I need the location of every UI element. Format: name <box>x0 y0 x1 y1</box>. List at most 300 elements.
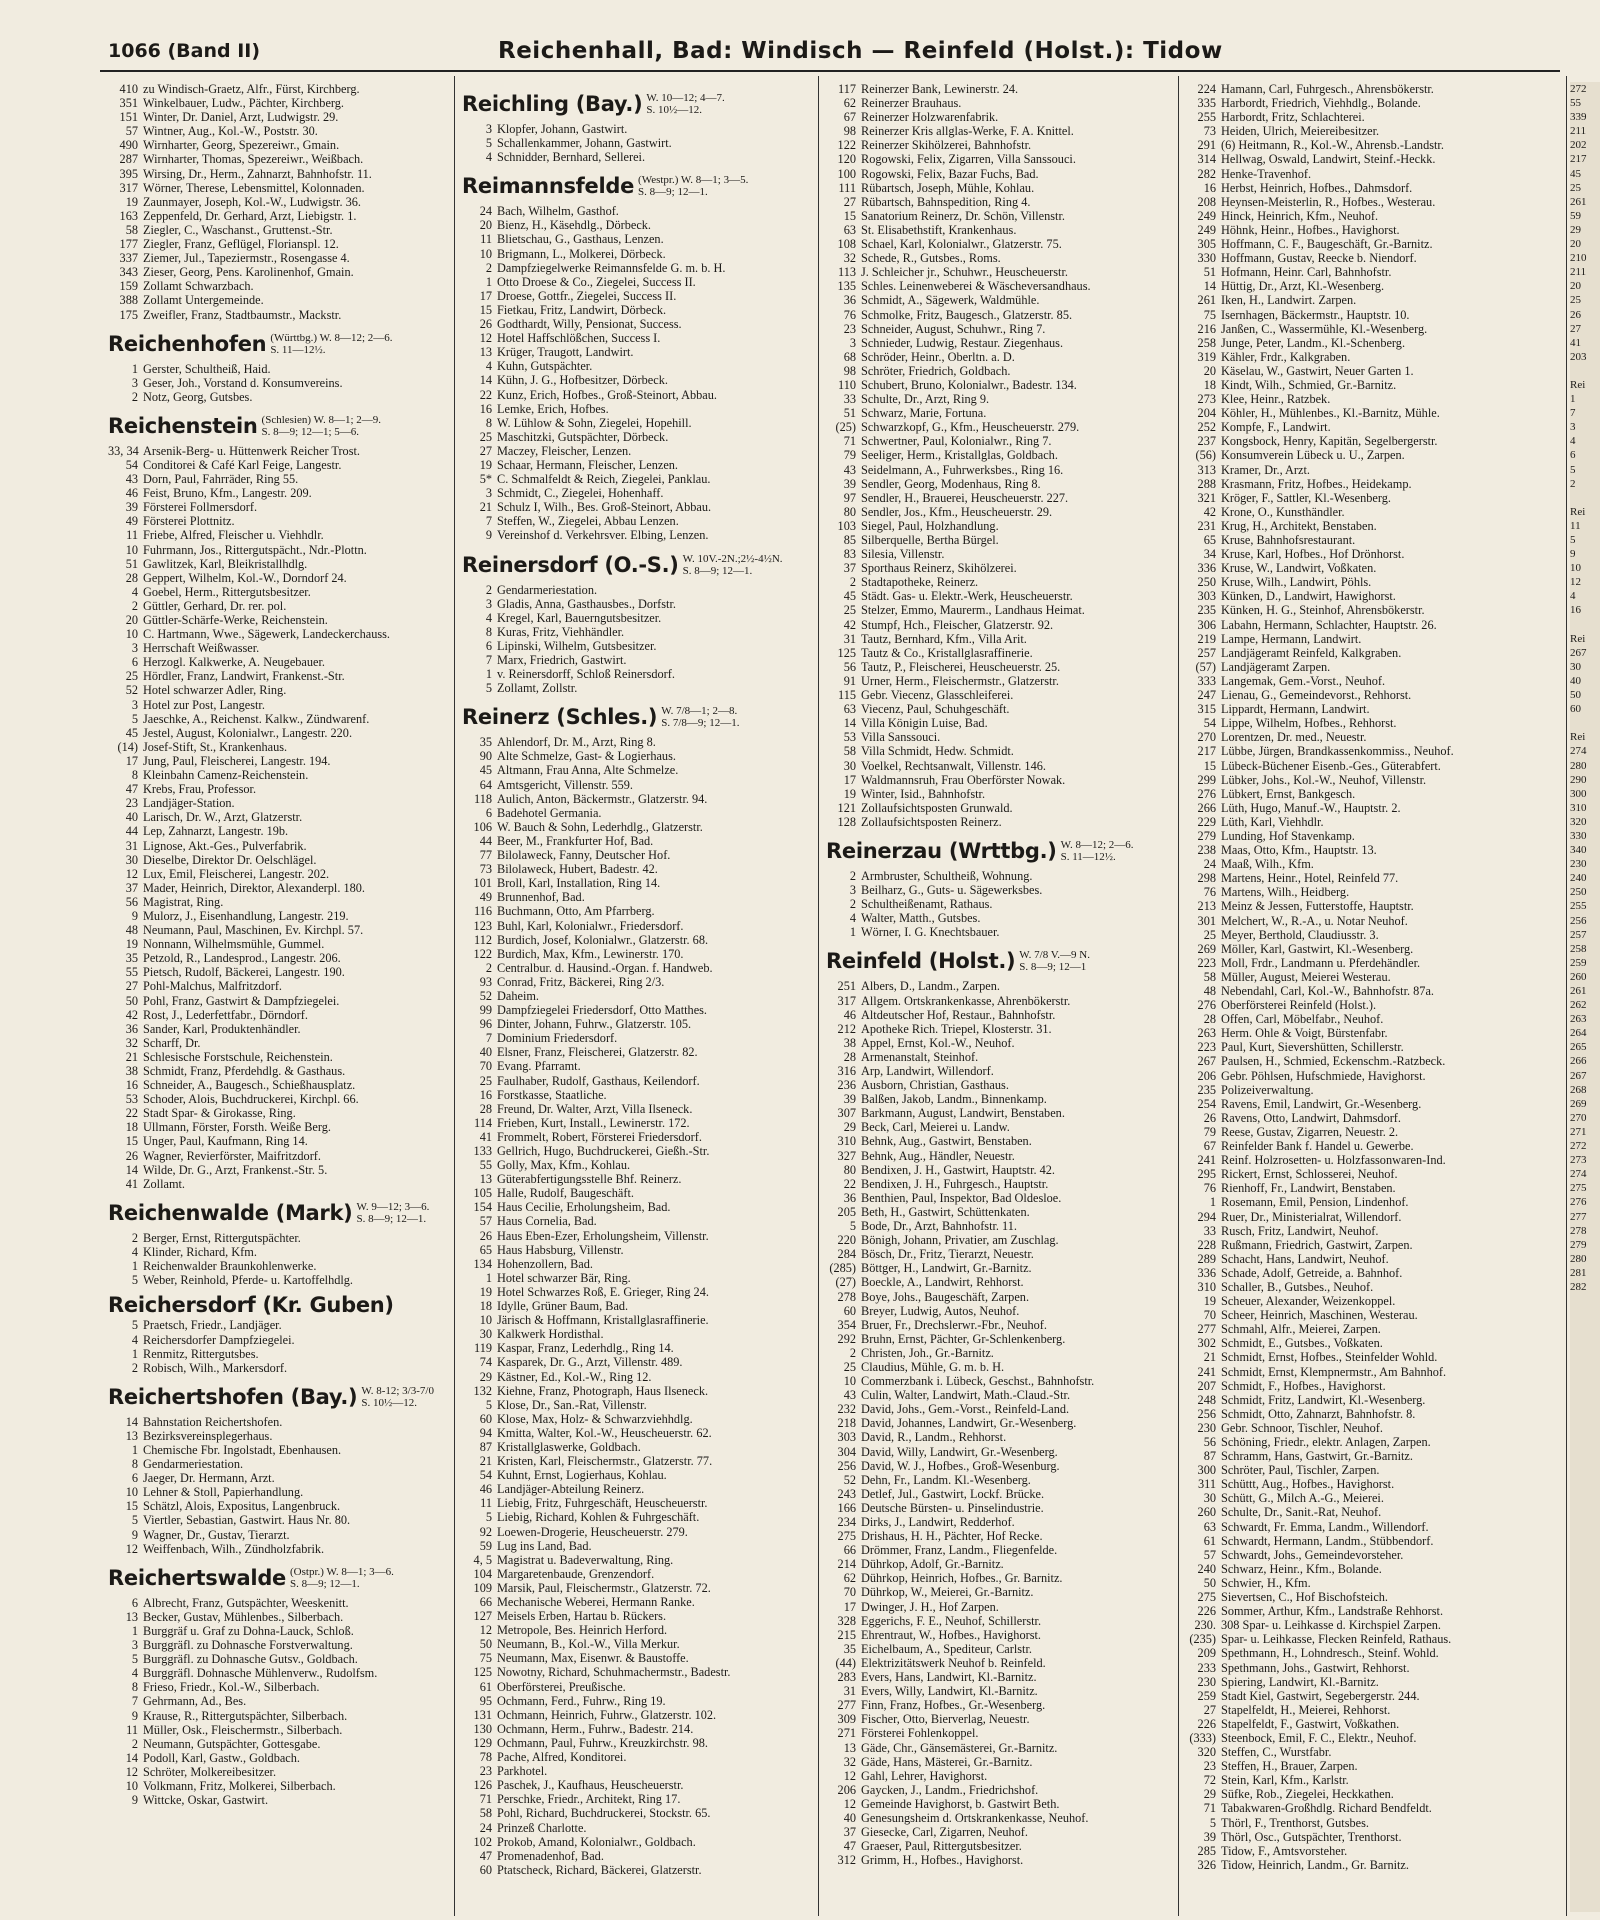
directory-entry <box>826 1642 1162 1656</box>
entry-text: Petzold, R., Landesprod., Langestr. 206. <box>143 951 341 966</box>
phone-number: 116 <box>474 904 492 919</box>
entry-text: Hotel zur Post, Langestr. <box>143 697 265 712</box>
directory-entry <box>462 1384 798 1398</box>
directory-entry <box>826 787 1162 801</box>
directory-entry <box>462 402 798 416</box>
edge-fragment: 211 <box>1570 266 1587 279</box>
entry-text: Kramer, Dr., Arzt. <box>1221 462 1310 477</box>
entry-text: Isernhagen, Bäckermstr., Hauptstr. 10. <box>1221 307 1410 322</box>
entry-text: Neumann, Gutspächter, Gottesgabe. <box>143 1736 321 1751</box>
directory-entry <box>462 1327 798 1341</box>
entry-text: Spiering, Landwirt, Kl.-Barnitz. <box>1221 1674 1379 1689</box>
directory-entry <box>462 1003 798 1017</box>
section-name: Reichenwalde (Mark) <box>108 1200 353 1225</box>
entry-text: W. Lühlow & Sohn, Ziegelei, Hopehill. <box>497 415 692 430</box>
directory-entry <box>462 1243 798 1257</box>
entry-text: Lampe, Hermann, Landwirt. <box>1221 631 1362 646</box>
entry-text: Ochmann, Paul, Fuhrw., Kreuzkirchstr. 98. <box>497 1735 708 1750</box>
entry-text: Rickert, Ernst, Schlosserei, Neuhof. <box>1221 1167 1398 1182</box>
entry-text: Herbst, Heinrich, Hofbes., Dahmsdorf. <box>1221 180 1413 195</box>
phone-number: 28 <box>479 1101 492 1116</box>
phone-number: 23 <box>843 321 856 336</box>
directory-entry <box>108 1471 444 1485</box>
entry-text: Scheer, Heinrich, Maschinen, Westerau. <box>1221 1308 1418 1323</box>
directory-entry <box>462 1510 798 1524</box>
phone-number: 79 <box>843 448 856 463</box>
entry-text: Wirsing, Dr., Herm., Zahnarzt, Bahnhofstr. 11. <box>143 166 372 181</box>
directory-entry <box>462 1299 798 1313</box>
directory-entry <box>826 1261 1162 1275</box>
phone-number: 3 <box>485 486 492 501</box>
directory-entry <box>462 890 798 904</box>
entry-text: Schwertner, Paul, Kolonialwr., Ring 7. <box>861 434 1052 449</box>
phone-number: 53 <box>843 730 856 745</box>
edge-fragment: 279 <box>1570 1238 1587 1251</box>
edge-fragment: 275 <box>1570 1182 1587 1195</box>
entry-text: Ochmann, Herm., Fuhrw., Badestr. 214. <box>497 1721 694 1736</box>
edge-fragment: 257 <box>1570 928 1587 941</box>
phone-number: 5 <box>131 1513 138 1528</box>
directory-entry <box>1186 265 1562 279</box>
directory-entry <box>1186 82 1562 96</box>
directory-entry <box>108 1022 444 1036</box>
phone-number: 50 <box>479 1637 492 1652</box>
entry-text: Lehner & Stoll, Papierhandlung. <box>143 1485 304 1500</box>
directory-entry <box>108 543 444 557</box>
entry-text: Schwardt, Hermann, Landm., Stübbendorf. <box>1221 1533 1434 1548</box>
entry-text: Behnk, Aug., Gastwirt, Benstaben. <box>861 1134 1032 1149</box>
directory-entry <box>826 124 1162 138</box>
entry-text: Commerzbank i. Lübeck, Geschst., Bahnhofstr. <box>861 1374 1095 1389</box>
section-name: Reichersdorf (Kr. Guben) <box>108 1293 394 1318</box>
entry-text: Burggräf u. Graf zu Dohna-Lauck, Schloß. <box>143 1623 354 1638</box>
phone-number: 317 <box>837 993 856 1008</box>
phone-number: 275 <box>837 1529 856 1544</box>
entry-text: Künken, H. G., Steinhof, Ahrensbökerstr. <box>1221 603 1425 618</box>
entry-text: Geppert, Wilhelm, Kol.-W., Dorndorf 24. <box>143 570 347 585</box>
directory-entry <box>462 919 798 933</box>
phone-number: 22 <box>479 387 492 402</box>
directory-entry <box>1186 547 1562 561</box>
directory-entry <box>108 796 444 810</box>
phone-number: 54 <box>1203 716 1216 731</box>
entry-text: Lipinski, Wilhelm, Gutsbesitzer. <box>497 638 657 653</box>
edge-fragment: 9 <box>1570 548 1576 561</box>
directory-entry <box>826 1022 1162 1036</box>
entry-text: Kröger, F., Sattler, Kl.-Wesenberg. <box>1221 490 1391 505</box>
edge-fragment: 250 <box>1570 886 1587 899</box>
phone-number: 303 <box>837 1430 856 1445</box>
edge-fragment: 276 <box>1570 1196 1587 1209</box>
entry-text: Godthardt, Willy, Pensionat, Success. <box>497 317 682 332</box>
phone-number: 5 <box>1209 1815 1216 1830</box>
entry-text: Breyer, Ludwig, Autos, Neuhof. <box>861 1303 1020 1318</box>
phone-number: 2 <box>131 1230 138 1245</box>
phone-number: 111 <box>838 180 856 195</box>
entry-text: Kruse, Wilh., Landwirt, Pöhls. <box>1221 575 1372 590</box>
directory-entry <box>108 909 444 923</box>
phone-number: 72 <box>1203 1773 1216 1788</box>
entry-text: Dieselbe, Direktor Dr. Oelschlägel. <box>143 852 317 867</box>
phone-number: 92 <box>479 1524 492 1539</box>
entry-text: Schütt, G., Milch A.-G., Meierei. <box>1221 1491 1384 1506</box>
directory-entry <box>1186 167 1562 181</box>
directory-entry <box>108 265 444 279</box>
directory-entry <box>462 1539 798 1553</box>
phone-number: 25 <box>479 429 492 444</box>
section-heading <box>108 414 444 438</box>
entry-text: Barkmann, August, Landwirt, Benstaben. <box>861 1106 1065 1121</box>
phone-number: 47 <box>479 1848 492 1863</box>
entry-text: Bruhn, Ernst, Pächter, Gr-Schlenkenberg. <box>861 1331 1066 1346</box>
phone-number: 327 <box>837 1148 856 1163</box>
phone-number: 24 <box>479 1820 492 1835</box>
entry-text: Becker, Gustav, Mühlenbes., Silberbach. <box>143 1609 344 1624</box>
phone-number: 18 <box>479 1299 492 1314</box>
entry-text: Apotheke Rich. Triepel, Klosterstr. 31. <box>861 1021 1052 1036</box>
entry-text: Gäde, Chr., Gänsemästerei, Gr.-Barnitz. <box>861 1740 1058 1755</box>
entry-text: Schneider, August, Schuhwr., Ring 7. <box>861 321 1046 336</box>
entry-text: Sendler, Jos., Kfm., Heuscheuerstr. 29. <box>861 504 1053 519</box>
entry-text: Steffen, W., Ziegelei, Abbau Lenzen. <box>497 514 679 529</box>
edge-fragment: 266 <box>1570 1055 1587 1068</box>
entry-text: David, Willy, Landwirt, Gr.-Wesenberg. <box>861 1444 1058 1459</box>
entry-text: Blietschau, G., Gasthaus, Lenzen. <box>497 232 664 247</box>
phone-number: 14 <box>843 716 856 731</box>
directory-entry <box>462 1229 798 1243</box>
entry-text: Evers, Hans, Landwirt, Kl.-Barnitz. <box>861 1670 1037 1685</box>
directory-entry <box>826 1304 1162 1318</box>
directory-entry <box>108 712 444 726</box>
entry-text: Rienhoff, Fr., Landwirt, Benstaben. <box>1221 1181 1396 1196</box>
directory-entry <box>826 1571 1162 1585</box>
directory-entry <box>826 1430 1162 1444</box>
edge-fragment: 20 <box>1570 238 1581 251</box>
entry-text: Evers, Willy, Landwirt, Kl.-Barnitz. <box>861 1684 1038 1699</box>
directory-entry <box>1186 1449 1562 1463</box>
directory-entry <box>462 763 798 777</box>
entry-text: Krone, O., Kunsthändler. <box>1221 504 1345 519</box>
directory-entry <box>826 688 1162 702</box>
entry-text: Goebel, Herm., Rittergutsbesitzer. <box>143 584 311 599</box>
entry-text: Kaspar, Franz, Lederhdlg., Ring 14. <box>497 1341 674 1356</box>
entry-text: Haus Habsburg, Villenstr. <box>497 1242 624 1257</box>
phone-number: 6 <box>485 805 492 820</box>
phone-number: 270 <box>1197 730 1216 745</box>
entry-text: Sporthaus Reinerz, Skihölzerei. <box>861 561 1017 576</box>
directory-entry <box>108 376 444 390</box>
entry-text: Faulhaber, Rudolf, Gasthaus, Keilendorf. <box>497 1073 700 1088</box>
phone-number: 4 <box>849 911 856 926</box>
directory-entry <box>826 1008 1162 1022</box>
entry-text: Klee, Heinr., Ratzbek. <box>1221 392 1331 407</box>
phone-number: (333) <box>1189 1730 1216 1745</box>
entry-text: (6) Heitmann, R., Kol.-W., Ahrensb.-Landstr. <box>1221 138 1444 153</box>
section-heading <box>826 839 1162 863</box>
entry-text: Maaß, Wilh., Kfm. <box>1221 857 1314 872</box>
phone-number: 289 <box>1197 1251 1216 1266</box>
entry-text: Giesecke, Carl, Zigarren, Neuhof. <box>861 1825 1028 1840</box>
phone-number: 263 <box>1197 1026 1216 1041</box>
directory-entry <box>108 1737 444 1751</box>
phone-number: 5* <box>479 472 492 487</box>
directory-entry <box>462 1341 798 1355</box>
directory-entry <box>462 359 798 373</box>
entry-text: Schmidt, C., Ziegelei, Hohenhaff. <box>497 486 664 501</box>
directory-entry <box>826 801 1162 815</box>
directory-entry <box>462 1778 798 1792</box>
entry-text: Bendixen, J. H., Fuhrgesch., Hauptstr. <box>861 1176 1049 1191</box>
edge-fragment: 271 <box>1570 1125 1587 1138</box>
entry-text: Krebs, Frau, Professor. <box>143 782 257 797</box>
directory-entry <box>108 599 444 613</box>
directory-entry <box>1186 1308 1562 1322</box>
directory-entry <box>826 477 1162 491</box>
entry-text: Lignose, Akt.-Ges., Pulverfabrik. <box>143 838 307 853</box>
edge-fragment: 211 <box>1570 125 1587 138</box>
phone-number: 277 <box>837 1698 856 1713</box>
phone-number: 205 <box>837 1204 856 1219</box>
entry-text: Stelzer, Emmo, Maurerm., Landhaus Heimat. <box>861 603 1085 618</box>
phone-number: 73 <box>1203 124 1216 139</box>
directory-entry <box>108 754 444 768</box>
phone-number: 2 <box>849 575 856 590</box>
directory-entry <box>826 1825 1162 1839</box>
directory-entry <box>108 1120 444 1134</box>
directory-entry <box>108 1624 444 1638</box>
directory-entry <box>108 726 444 740</box>
entry-text: Konsumverein Lübeck u. U., Zarpen. <box>1221 448 1405 463</box>
phone-number: 71 <box>843 434 856 449</box>
directory-entry <box>1186 1322 1562 1336</box>
phone-number: 46 <box>125 486 138 501</box>
phone-number: 12 <box>125 1764 138 1779</box>
section-name: Reinerz (Schles.) <box>462 705 658 730</box>
entry-text: Beilharz, G., Guts- u. Sägewerksbes. <box>861 883 1043 898</box>
directory-entry <box>462 1623 798 1637</box>
entry-text: Schade, Adolf, Getreide, a. Bahnhof. <box>1221 1265 1403 1280</box>
entry-text: Nonnann, Wilhelmsmühle, Gummel. <box>143 937 325 952</box>
entry-text: Frieben, Kurt, Install., Lewinerstr. 172. <box>497 1115 690 1130</box>
phone-number: 120 <box>837 152 856 167</box>
entry-text: Ruer, Dr., Ministerialrat, Willendorf. <box>1221 1209 1402 1224</box>
entry-text: Jestel, August, Kolonialwr., Langestr. 220. <box>143 725 353 740</box>
edge-fragment: 3 <box>1570 421 1576 434</box>
directory-entry <box>826 533 1162 547</box>
directory-entry <box>826 1050 1162 1064</box>
phone-number: 42 <box>125 1007 138 1022</box>
entry-text: Winter, Isid., Bahnhofstr. <box>861 786 986 801</box>
entry-text: Bilolaweck, Hubert, Badestr. 42. <box>497 862 658 877</box>
directory-entry <box>462 1651 798 1665</box>
phone-number: 249 <box>1197 208 1216 223</box>
edge-fragment: 300 <box>1570 787 1587 800</box>
directory-entry <box>1186 448 1562 462</box>
directory-entry <box>462 1285 798 1299</box>
directory-entry <box>1186 928 1562 942</box>
phone-number: 38 <box>843 1035 856 1050</box>
directory-entry <box>108 641 444 655</box>
edge-fragment: 290 <box>1570 773 1587 786</box>
directory-entry <box>826 1726 1162 1740</box>
edge-fragment: 26 <box>1570 308 1581 321</box>
entry-text: Kästner, Ed., Kol.-W., Ring 12. <box>497 1369 652 1384</box>
entry-text: Ullmann, Förster, Forsth. Weiße Berg. <box>143 1120 331 1135</box>
edge-fragment: 29 <box>1570 223 1581 236</box>
entry-text: Magistrat, Ring. <box>143 894 224 909</box>
entry-text: Promenadenhof, Bad. <box>497 1848 604 1863</box>
directory-entry <box>108 1008 444 1022</box>
directory-entry <box>462 1355 798 1369</box>
phone-number: 76 <box>1203 1181 1216 1196</box>
directory-entry <box>108 1415 444 1429</box>
entry-text: Lübker, Johs., Kol.-W., Neuhof, Villenstr. <box>1221 772 1427 787</box>
edge-fragment: 20 <box>1570 280 1581 293</box>
phone-number: 21 <box>479 1454 492 1469</box>
entry-text: Schwardt, Johs., Gemeindevorsteher. <box>1221 1547 1404 1562</box>
directory-entry <box>1186 1830 1562 1844</box>
phone-number: 10 <box>479 246 492 261</box>
phone-number: 276 <box>1197 998 1216 1013</box>
phone-number: 109 <box>473 1580 492 1595</box>
section-heading <box>826 949 1162 973</box>
phone-number: 260 <box>1197 1505 1216 1520</box>
phone-number: 2 <box>849 897 856 912</box>
phone-number: 269 <box>1197 941 1216 956</box>
directory-entry <box>1186 1675 1562 1689</box>
phone-number: 233 <box>1197 1660 1216 1675</box>
phone-number: 256 <box>1197 1406 1216 1421</box>
directory-entry <box>462 486 798 500</box>
directory-entry <box>462 261 798 275</box>
phone-number: 66 <box>843 1543 856 1558</box>
entry-text: Volkmann, Fritz, Molkerei, Silberbach. <box>143 1778 336 1793</box>
entry-text: Schröter, Friedrich, Goldbach. <box>861 363 1011 378</box>
entry-text: Christen, Joh., Gr.-Barnitz. <box>861 1345 994 1360</box>
entry-text: Altmann, Frau Anna, Alte Schmelze. <box>497 763 679 778</box>
entry-text: C. Hartmann, Wwe., Sägewerk, Landeckerchauss. <box>143 627 390 642</box>
entry-text: Rußmann, Friedrich, Gastwirt, Zarpen. <box>1221 1237 1413 1252</box>
entry-text: Steenbock, Emil, F. C., Elektr., Neuhof. <box>1221 1730 1417 1745</box>
entry-text: Harbordt, Friedrich, Viehhdlg., Bolande. <box>1221 96 1421 111</box>
phone-number: 37 <box>843 561 856 576</box>
directory-entry <box>108 881 444 895</box>
entry-text: Magistrat u. Badeverwaltung, Ring. <box>497 1552 674 1567</box>
phone-number: 15 <box>125 1134 138 1149</box>
phone-number: 25 <box>843 603 856 618</box>
entry-text: Stadtapotheke, Reinerz. <box>861 575 979 590</box>
entry-text: Schallenkammer, Johann, Gastwirt. <box>497 136 672 151</box>
phone-number: 21 <box>1203 1350 1216 1365</box>
phone-number: 3 <box>849 883 856 898</box>
entry-text: Viecenz, Paul, Schuhgeschäft. <box>861 702 1010 717</box>
edge-fragment: 5 <box>1570 463 1576 476</box>
edge-fragment: 261 <box>1570 985 1587 997</box>
phone-number: 307 <box>837 1106 856 1121</box>
directory-entry <box>1186 632 1562 646</box>
edge-fragment: 25 <box>1570 294 1581 307</box>
phone-number: 333 <box>1197 673 1216 688</box>
entry-text: Ochmann, Heinrich, Fuhrw., Glatzerstr. 102. <box>497 1707 717 1722</box>
hours-sunday: S. 8—9; 12—1. <box>356 1212 427 1225</box>
entry-text: Behnk, Aug., Händler, Neuestr. <box>861 1148 1015 1163</box>
entry-text: Gebr. Schnoor, Tischler, Neuhof. <box>1221 1420 1383 1435</box>
phone-number: 295 <box>1197 1167 1216 1182</box>
directory-entry <box>108 1259 444 1273</box>
entry-text: Detlef, Jul., Gastwirt, Lockf. Brücke. <box>861 1486 1045 1501</box>
phone-number: 115 <box>838 688 856 703</box>
directory-entry <box>1186 1703 1562 1717</box>
phone-number: 219 <box>1197 631 1216 646</box>
directory-entry <box>1186 251 1562 265</box>
phone-number: 5 <box>131 1318 138 1333</box>
phone-number: 16 <box>1203 180 1216 195</box>
directory-entry <box>826 1811 1162 1825</box>
directory-entry <box>826 1628 1162 1642</box>
phone-number: 12 <box>125 866 138 881</box>
phone-number: 305 <box>1197 237 1216 252</box>
entry-text: Paulsen, H., Schmied, Eckenschm.-Ratzbeck. <box>1221 1054 1446 1069</box>
entry-text: Schwier, H., Kfm. <box>1221 1575 1311 1590</box>
directory-entry <box>462 1468 798 1482</box>
phone-number: 252 <box>1197 420 1216 435</box>
directory-entry <box>826 773 1162 787</box>
phone-number: 15 <box>479 302 492 317</box>
entry-text: Stumpf, Hch., Fleischer, Glatzerstr. 92. <box>861 617 1054 632</box>
phone-number: 229 <box>1197 814 1216 829</box>
directory-entry <box>462 904 798 918</box>
entry-text: Oberförsterei Reinfeld (Holst.). <box>1221 998 1377 1013</box>
edge-fragment: 25 <box>1570 181 1581 194</box>
phone-number: 248 <box>1197 1392 1216 1407</box>
entry-text: Jaeger, Dr. Hermann, Arzt. <box>143 1471 275 1486</box>
phone-number: 31 <box>843 631 856 646</box>
directory-entry <box>108 1666 444 1680</box>
directory-entry <box>1186 237 1562 251</box>
phone-number: 10 <box>479 1313 492 1328</box>
phone-number: 223 <box>1197 1040 1216 1055</box>
directory-entry <box>1186 279 1562 293</box>
directory-entry <box>1186 716 1562 730</box>
directory-entry <box>826 195 1162 209</box>
entry-text: Bienz, H., Käsehdlg., Dörbeck. <box>497 218 652 233</box>
entry-text: Parkhotel. <box>497 1764 548 1779</box>
phone-number: (57) <box>1195 659 1216 674</box>
entry-text: Prokob, Amand, Kolonialwr., Goldbach. <box>497 1834 696 1849</box>
hours-weekday: W. 7/8 V.—9 N. <box>1019 949 1090 962</box>
phone-number: 117 <box>838 82 856 96</box>
phone-number: 15 <box>1203 758 1216 773</box>
phone-number: 4 <box>485 150 492 165</box>
directory-entry <box>1186 1646 1562 1660</box>
directory-entry <box>108 627 444 641</box>
entry-text: Lep, Zahnarzt, Langestr. 19b. <box>143 824 289 839</box>
directory-entry <box>1186 420 1562 434</box>
directory-entry <box>826 209 1162 223</box>
phone-number: 277 <box>1197 1322 1216 1337</box>
entry-text: Idylle, Grüner Baum, Bad. <box>497 1299 629 1314</box>
directory-entry <box>462 1863 798 1877</box>
directory-entry <box>462 961 798 975</box>
phone-number: 122 <box>473 946 492 961</box>
directory-entry <box>1186 1379 1562 1393</box>
phone-number: 87 <box>479 1439 492 1454</box>
directory-entry <box>1186 223 1562 237</box>
entry-text: Seeliger, Herm., Kristallglas, Goldbach. <box>861 448 1058 463</box>
entry-text: Bendixen, J. H., Gastwirt, Hauptstr. 42. <box>861 1162 1055 1177</box>
directory-entry <box>826 1247 1162 1261</box>
entry-text: Kähler, Frdr., Kalkgraben. <box>1221 349 1351 364</box>
